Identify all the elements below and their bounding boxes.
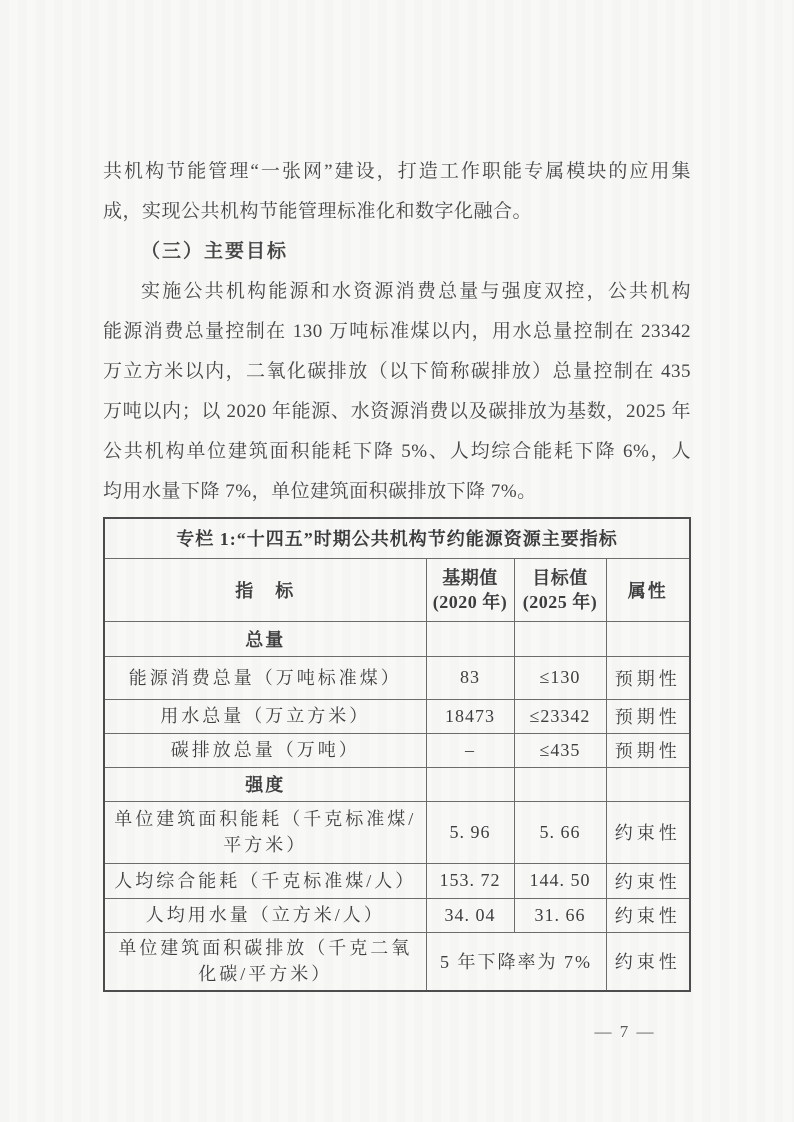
cell-target-value: ≤130 (514, 656, 606, 699)
cell-indicator: 人均综合能耗（千克标准煤/人） (104, 863, 426, 898)
cell-attribute: 预期性 (606, 733, 690, 767)
empty-cell (426, 767, 514, 801)
cell-target-value: 144. 50 (514, 863, 606, 898)
cell-base-value: 153. 72 (426, 863, 514, 898)
empty-cell (426, 621, 514, 656)
cell-base-value: 34. 04 (426, 898, 514, 932)
text-line: 万吨以内；以 2020 年能源、水资源消费以及碳排放为基数，2025 年 (103, 401, 691, 422)
text-line: 均用水量下降 7%，单位建筑面积碳排放下降 7%。 (103, 481, 537, 502)
table-section-row (104, 621, 690, 656)
text-line: 实施公共机构能源和水资源消费总量与强度双控，公共机构 (141, 281, 691, 302)
col-header-target-line2: (2025 年) (522, 591, 598, 612)
cell-target-value: ≤435 (514, 733, 606, 767)
col-header-indicator: 指 标 (104, 558, 426, 621)
empty-cell (606, 767, 690, 801)
cell-attribute: 约束性 (606, 863, 690, 898)
empty-cell (514, 621, 606, 656)
table-row (104, 863, 690, 898)
table-title: 专栏 1:“十四五”时期公共机构节约能源资源主要指标 (104, 518, 690, 558)
cell-indicator: 用水总量（万立方米） (104, 699, 426, 733)
table-row (104, 898, 690, 932)
cell-attribute: 约束性 (606, 932, 690, 991)
indicators-table (103, 517, 691, 992)
empty-cell (514, 767, 606, 801)
cell-indicator: 能源消费总量（万吨标准煤） (104, 656, 426, 699)
section-label: 总量 (104, 621, 426, 656)
cell-base-value: – (426, 733, 514, 767)
cell-attribute: 约束性 (606, 898, 690, 932)
body-text (103, 152, 691, 512)
table-row (104, 932, 690, 991)
table-row (104, 656, 690, 699)
cell-base-value: 18473 (426, 699, 514, 733)
cell-indicator: 单位建筑面积能耗（千克标准煤/平方米） (104, 801, 426, 863)
table-row (104, 699, 690, 733)
text-line: 公共机构单位建筑面积能耗下降 5%、人均综合能耗下降 6%，人 (103, 441, 691, 462)
cell-attribute: 预期性 (606, 656, 690, 699)
section-heading: （三）主要目标 (141, 241, 289, 262)
table-row (104, 801, 690, 863)
cell-indicator: 人均用水量（立方米/人） (104, 898, 426, 932)
table-section-row (104, 767, 690, 801)
col-header-target-line1: 目标值 (532, 567, 588, 588)
text-line: 成，实现公共机构节能管理标准化和数字化融合。 (103, 201, 533, 222)
col-header-base (426, 558, 514, 621)
table-row (104, 733, 690, 767)
section-label: 强度 (104, 767, 426, 801)
cell-base-value: 83 (426, 656, 514, 699)
text-line: 共机构节能管理“一张网”建设，打造工作职能专属模块的应用集 (103, 161, 691, 182)
cell-attribute: 预期性 (606, 699, 690, 733)
cell-attribute: 约束性 (606, 801, 690, 863)
col-header-base-line2: (2020 年) (432, 591, 508, 612)
cell-indicator: 碳排放总量（万吨） (104, 733, 426, 767)
text-line: 万立方米以内，二氧化碳排放（以下简称碳排放）总量控制在 435 (103, 361, 691, 382)
cell-target-value: ≤23342 (514, 699, 606, 733)
cell-merged-value: 5 年下降率为 7% (426, 932, 606, 991)
cell-target-value: 31. 66 (514, 898, 606, 932)
col-header-target (514, 558, 606, 621)
cell-indicator: 单位建筑面积碳排放（千克二氧化碳/平方米） (104, 932, 426, 991)
text-line: 能源消费总量控制在 130 万吨标准煤以内，用水总量控制在 23342 (103, 321, 691, 342)
empty-cell (606, 621, 690, 656)
page-number: — 7 — (594, 1022, 656, 1041)
cell-base-value: 5. 96 (426, 801, 514, 863)
col-header-attribute: 属性 (606, 558, 690, 621)
col-header-base-line1: 基期值 (442, 567, 498, 588)
cell-target-value: 5. 66 (514, 801, 606, 863)
